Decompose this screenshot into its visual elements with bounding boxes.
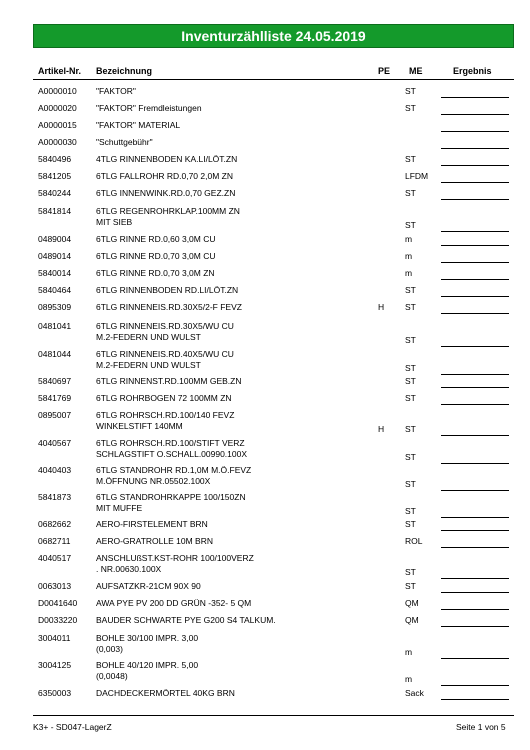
article-number: A0000030 — [38, 137, 77, 147]
header-divider — [33, 79, 514, 80]
result-entry-line[interactable] — [441, 231, 509, 232]
result-entry-line[interactable] — [441, 404, 509, 405]
item-description: AERO-GRATROLLE 10M BRN — [96, 536, 213, 546]
result-entry-line[interactable] — [441, 387, 509, 388]
item-description: "FAKTOR" — [96, 86, 136, 96]
item-description-line2: SCHLAGSTIFT O.SCHALL.00990.100X — [96, 449, 248, 459]
item-description-line2: . NR.00630.100X — [96, 564, 162, 574]
footer-page-number: Seite 1 von 5 — [456, 722, 506, 732]
article-number: 0063013 — [38, 581, 72, 591]
item-description: 6TLG RINNE RD.0,70 3,0M ZN — [96, 268, 215, 278]
item-description: 6TLG RINNENST.RD.100MM GEB.ZN — [96, 376, 242, 386]
result-entry-line[interactable] — [441, 658, 509, 659]
unit-of-measure: ST — [405, 154, 416, 164]
item-description: 6TLG ROHRBOGEN 72 100MM ZN — [96, 393, 232, 403]
item-description: AWA PYE PV 200 DD GRÜN -352- 5 QM — [96, 598, 252, 608]
column-header-pe: PE — [378, 66, 391, 76]
item-description-line2: (0,0048) — [96, 671, 128, 681]
item-description: BAUDER SCHWARTE PYE G200 S4 TALKUM. — [96, 615, 276, 625]
unit-of-measure: m — [405, 674, 413, 684]
column-header-artikel: Artikel-Nr. — [38, 66, 82, 76]
unit-of-measure: ST — [405, 376, 416, 386]
result-entry-line[interactable] — [441, 296, 509, 297]
article-number: 4040517 — [38, 553, 72, 563]
item-description: 4TLG RINNENBODEN KA.LI/LÖT.ZN — [96, 154, 238, 164]
article-number: 0682662 — [38, 519, 72, 529]
article-number: A0000010 — [38, 86, 77, 96]
result-entry-line[interactable] — [441, 530, 509, 531]
packaging-unit: H — [378, 424, 385, 434]
result-entry-line[interactable] — [441, 245, 509, 246]
packaging-unit: H — [378, 302, 385, 312]
item-description: "FAKTOR" Fremdleistungen — [96, 103, 202, 113]
item-description: 6TLG RINNENEIS.RD.30X5/WU CU — [96, 321, 234, 331]
item-description: "FAKTOR" MATERIAL — [96, 120, 181, 130]
article-number: 0481044 — [38, 349, 72, 359]
result-entry-line[interactable] — [441, 490, 509, 491]
article-number: 6350003 — [38, 688, 72, 698]
result-entry-line[interactable] — [441, 279, 509, 280]
article-number: A0000020 — [38, 103, 77, 113]
result-entry-line[interactable] — [441, 131, 509, 132]
item-description: AERO-FIRSTELEMENT BRN — [96, 519, 208, 529]
unit-of-measure: ST — [405, 519, 416, 529]
article-number: 0489014 — [38, 251, 72, 261]
unit-of-measure: m — [405, 268, 413, 278]
unit-of-measure: ST — [405, 285, 416, 295]
item-description-line2: M.2-FEDERN UND WULST — [96, 360, 201, 370]
unit-of-measure: ROL — [405, 536, 423, 546]
unit-of-measure: ST — [405, 424, 416, 434]
unit-of-measure: ST — [405, 103, 416, 113]
article-number: 5841814 — [38, 206, 72, 216]
article-number: 0489004 — [38, 234, 72, 244]
result-entry-line[interactable] — [441, 97, 509, 98]
article-number: A0000015 — [38, 120, 77, 130]
unit-of-measure: QM — [405, 598, 419, 608]
result-entry-line[interactable] — [441, 182, 509, 183]
column-header-me: ME — [409, 66, 423, 76]
item-description: AUFSATZKR-21CM 90X 90 — [96, 581, 201, 591]
item-description: 6TLG STANDROHR RD.1,0M M.Ö.FEVZ — [96, 465, 252, 475]
item-description: 6TLG INNENWINK.RD.0,70 GEZ.ZN — [96, 188, 236, 198]
item-description: 6TLG STANDROHRKAPPE 100/150ZN — [96, 492, 246, 502]
unit-of-measure: m — [405, 647, 413, 657]
article-number: 5841769 — [38, 393, 72, 403]
item-description: 6TLG REGENROHRKLAP.100MM ZN — [96, 206, 240, 216]
item-description-line2: WINKELSTIFT 140MM — [96, 421, 183, 431]
item-description-line2: MIT MUFFE — [96, 503, 143, 513]
item-description-line2: M.ÖFFNUNG NR.05502.100X — [96, 476, 211, 486]
item-description: 6TLG RINNE RD.0,70 3,0M CU — [96, 251, 216, 261]
unit-of-measure: ST — [405, 363, 416, 373]
article-number: 5841205 — [38, 171, 72, 181]
result-entry-line[interactable] — [441, 346, 509, 347]
unit-of-measure: Sack — [405, 688, 424, 698]
result-entry-line[interactable] — [441, 685, 509, 686]
result-entry-line[interactable] — [441, 547, 509, 548]
result-entry-line[interactable] — [441, 626, 509, 627]
item-description-line2: (0,003) — [96, 644, 123, 654]
unit-of-measure: ST — [405, 393, 416, 403]
item-description: DACHDECKERMÖRTEL 40KG BRN — [96, 688, 235, 698]
article-number: 4040567 — [38, 438, 72, 448]
article-number: 3004011 — [38, 633, 71, 643]
item-description: 6TLG ROHRSCH.RD.100/STIFT VERZ — [96, 438, 245, 448]
result-entry-line[interactable] — [441, 199, 509, 200]
result-entry-line[interactable] — [441, 374, 509, 375]
result-entry-line[interactable] — [441, 148, 509, 149]
result-entry-line[interactable] — [441, 262, 509, 263]
item-description: 6TLG RINNE RD.0,60 3,0M CU — [96, 234, 216, 244]
result-entry-line[interactable] — [441, 463, 509, 464]
footer-report-id: K3+ - SD047-LagerZ — [33, 722, 112, 732]
result-entry-line[interactable] — [441, 609, 509, 610]
article-number: 0895309 — [38, 302, 72, 312]
unit-of-measure: ST — [405, 567, 416, 577]
unit-of-measure: ST — [405, 452, 416, 462]
article-number: 5840697 — [38, 376, 72, 386]
article-number: 5840014 — [38, 268, 72, 278]
unit-of-measure: ST — [405, 188, 416, 198]
item-description: 6TLG RINNENBODEN RD.LI/LÖT.ZN — [96, 285, 239, 295]
unit-of-measure: ST — [405, 479, 416, 489]
unit-of-measure: LFDM — [405, 171, 429, 181]
item-description: BOHLE 40/120 IMPR. 5,00 — [96, 660, 199, 670]
item-description: 6TLG ROHRSCH.RD.100/140 FEVZ — [96, 410, 235, 420]
item-description: "Schuttgebühr" — [96, 137, 153, 147]
unit-of-measure: m — [405, 234, 413, 244]
result-entry-line[interactable] — [441, 313, 509, 314]
article-number: 5841873 — [38, 492, 72, 502]
result-entry-line[interactable] — [441, 165, 509, 166]
item-description-line2: M.2-FEDERN UND WULST — [96, 332, 201, 342]
unit-of-measure: ST — [405, 220, 416, 230]
column-header-bezeichnung: Bezeichnung — [96, 66, 153, 76]
article-number: D0041640 — [38, 598, 78, 608]
result-entry-line[interactable] — [441, 517, 509, 518]
article-number: 5840464 — [38, 285, 72, 295]
article-number: 4040403 — [38, 465, 72, 475]
result-entry-line[interactable] — [441, 114, 509, 115]
item-description: 6TLG FALLROHR RD.0,70 2,0M ZN — [96, 171, 233, 181]
item-description: BOHLE 30/100 IMPR. 3,00 — [96, 633, 199, 643]
article-number: 5840496 — [38, 154, 72, 164]
column-header-ergebnis: Ergebnis — [453, 66, 492, 76]
item-description: 6TLG RINNENEIS.RD.40X5/WU CU — [96, 349, 234, 359]
unit-of-measure: ST — [405, 581, 416, 591]
page-title: Inventurzählliste 24.05.2019 — [33, 24, 514, 48]
unit-of-measure: ST — [405, 506, 416, 516]
item-description: ANSCHLUßST.KST-ROHR 100/100VERZ — [96, 553, 254, 563]
article-number: D0033220 — [38, 615, 78, 625]
result-entry-line[interactable] — [441, 435, 509, 436]
unit-of-measure: m — [405, 251, 413, 261]
footer-divider — [33, 715, 514, 716]
unit-of-measure: QM — [405, 615, 419, 625]
unit-of-measure: ST — [405, 86, 416, 96]
article-number: 0682711 — [38, 536, 71, 546]
result-entry-line[interactable] — [441, 699, 509, 700]
result-entry-line[interactable] — [441, 578, 509, 579]
article-number: 3004125 — [38, 660, 72, 670]
result-entry-line[interactable] — [441, 592, 509, 593]
unit-of-measure: ST — [405, 335, 416, 345]
unit-of-measure: ST — [405, 302, 416, 312]
item-description: 6TLG RINNENEIS.RD.30X5/2-F FEVZ — [96, 302, 242, 312]
item-description-line2: MIT SIEB — [96, 217, 133, 227]
article-number: 0895007 — [38, 410, 72, 420]
article-number: 0481041 — [38, 321, 72, 331]
article-number: 5840244 — [38, 188, 72, 198]
